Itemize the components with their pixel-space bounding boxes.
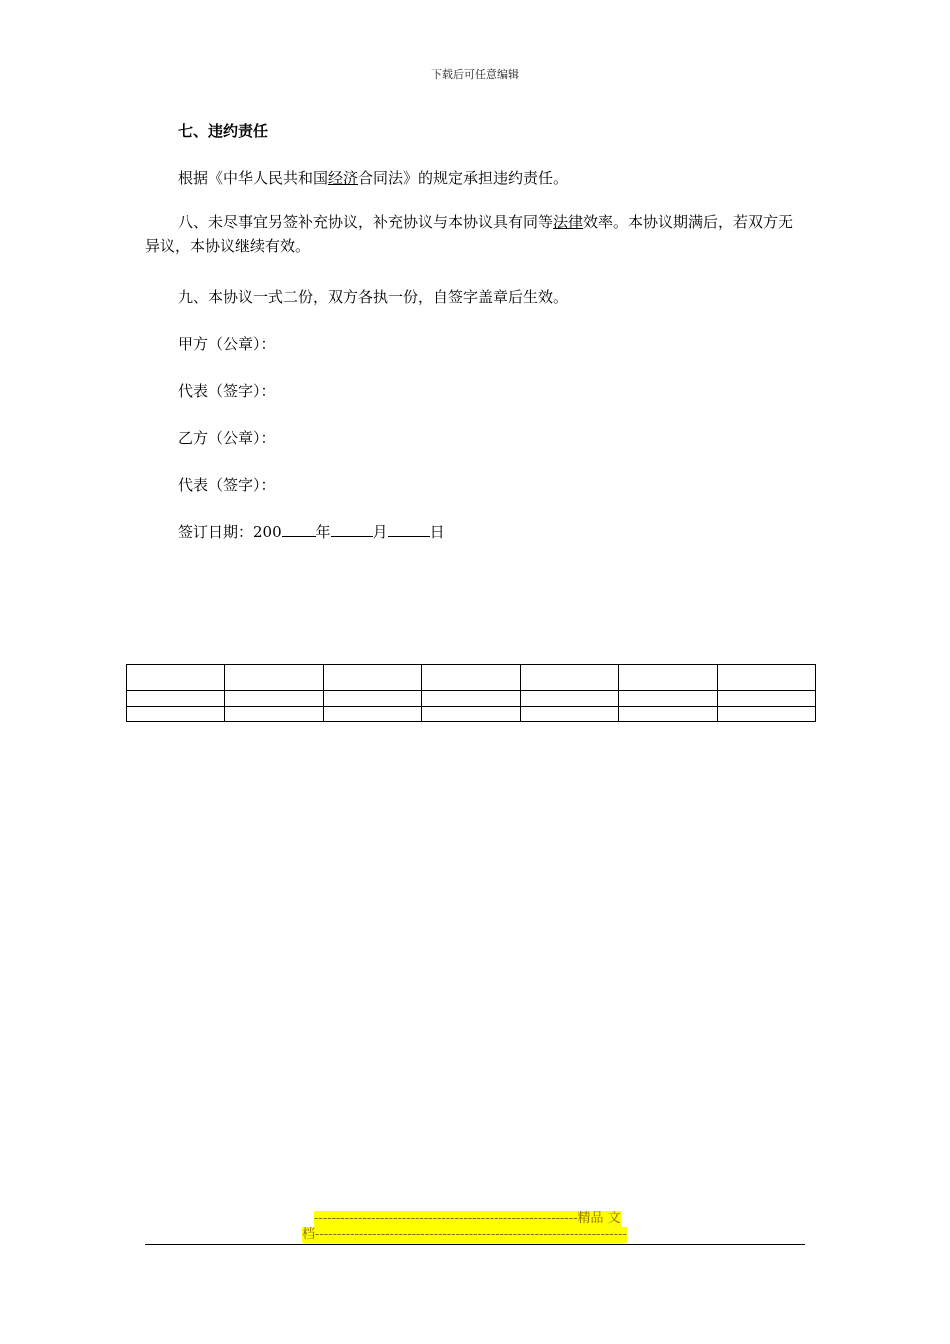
s7-text-pre: 根据《中华人民共和国 bbox=[178, 169, 329, 187]
day-label: 日 bbox=[429, 523, 445, 541]
table-cell bbox=[323, 665, 421, 691]
table-cell bbox=[422, 665, 520, 691]
party-a-seal: 甲方（公章）： bbox=[178, 335, 276, 353]
month-blank[interactable] bbox=[331, 522, 373, 537]
economy-link[interactable]: 经济 bbox=[328, 169, 359, 187]
table-cell bbox=[127, 707, 225, 722]
year-label: 年 bbox=[315, 523, 331, 541]
law-link[interactable]: 法律 bbox=[553, 213, 584, 231]
table-cell bbox=[422, 691, 520, 707]
party-b-representative: 代表（签字）： bbox=[178, 476, 276, 494]
party-a-representative: 代表（签字）： bbox=[178, 382, 276, 400]
signing-date bbox=[178, 521, 445, 542]
section-9-text: 九、本协议一式二份，双方各执一份，自签字盖章后生效。 bbox=[178, 288, 569, 306]
year-blank[interactable] bbox=[282, 522, 316, 537]
table-cell bbox=[520, 665, 618, 691]
table-cell bbox=[717, 691, 815, 707]
footer-watermark-line2: 档----------------------------------------------------------------------- bbox=[302, 1227, 627, 1242]
page-header: 下载后可任意编辑 bbox=[431, 68, 519, 81]
day-blank[interactable] bbox=[388, 522, 430, 537]
table-cell bbox=[225, 691, 323, 707]
table-cell bbox=[717, 665, 815, 691]
table-cell bbox=[323, 691, 421, 707]
table-cell bbox=[717, 707, 815, 722]
table-cell bbox=[225, 665, 323, 691]
section-8-paragraph bbox=[145, 210, 805, 258]
s8-text-pre: 八、未尽事宜另签补充协议，补充协议与本协议具有同等 bbox=[178, 213, 554, 231]
table-cell bbox=[520, 691, 618, 707]
footer-rule bbox=[145, 1244, 805, 1245]
table-cell bbox=[127, 665, 225, 691]
section-7-title: 七、违约责任 bbox=[178, 122, 269, 140]
table-row bbox=[127, 691, 816, 707]
table-cell bbox=[323, 707, 421, 722]
table-cell bbox=[422, 707, 520, 722]
table-cell bbox=[619, 665, 717, 691]
month-label: 月 bbox=[372, 523, 388, 541]
party-b-seal: 乙方（公章）： bbox=[178, 429, 276, 447]
table-row bbox=[127, 665, 816, 691]
date-label: 签订日期：200 bbox=[178, 523, 282, 541]
empty-table bbox=[126, 664, 816, 722]
table-cell bbox=[619, 691, 717, 707]
table-cell bbox=[127, 691, 225, 707]
table-cell bbox=[520, 707, 618, 722]
table-cell bbox=[619, 707, 717, 722]
s8-text-post: 效率。本协议期满后，若双方无异议，本协议继续有效。 bbox=[145, 213, 794, 255]
section-7-body bbox=[178, 167, 568, 188]
table-row bbox=[127, 707, 816, 722]
table-cell bbox=[225, 707, 323, 722]
footer-watermark-line1: ------------------------------------------------------------精品 文 bbox=[314, 1211, 621, 1226]
s7-text-post: 合同法》的规定承担违约责任。 bbox=[358, 169, 569, 187]
